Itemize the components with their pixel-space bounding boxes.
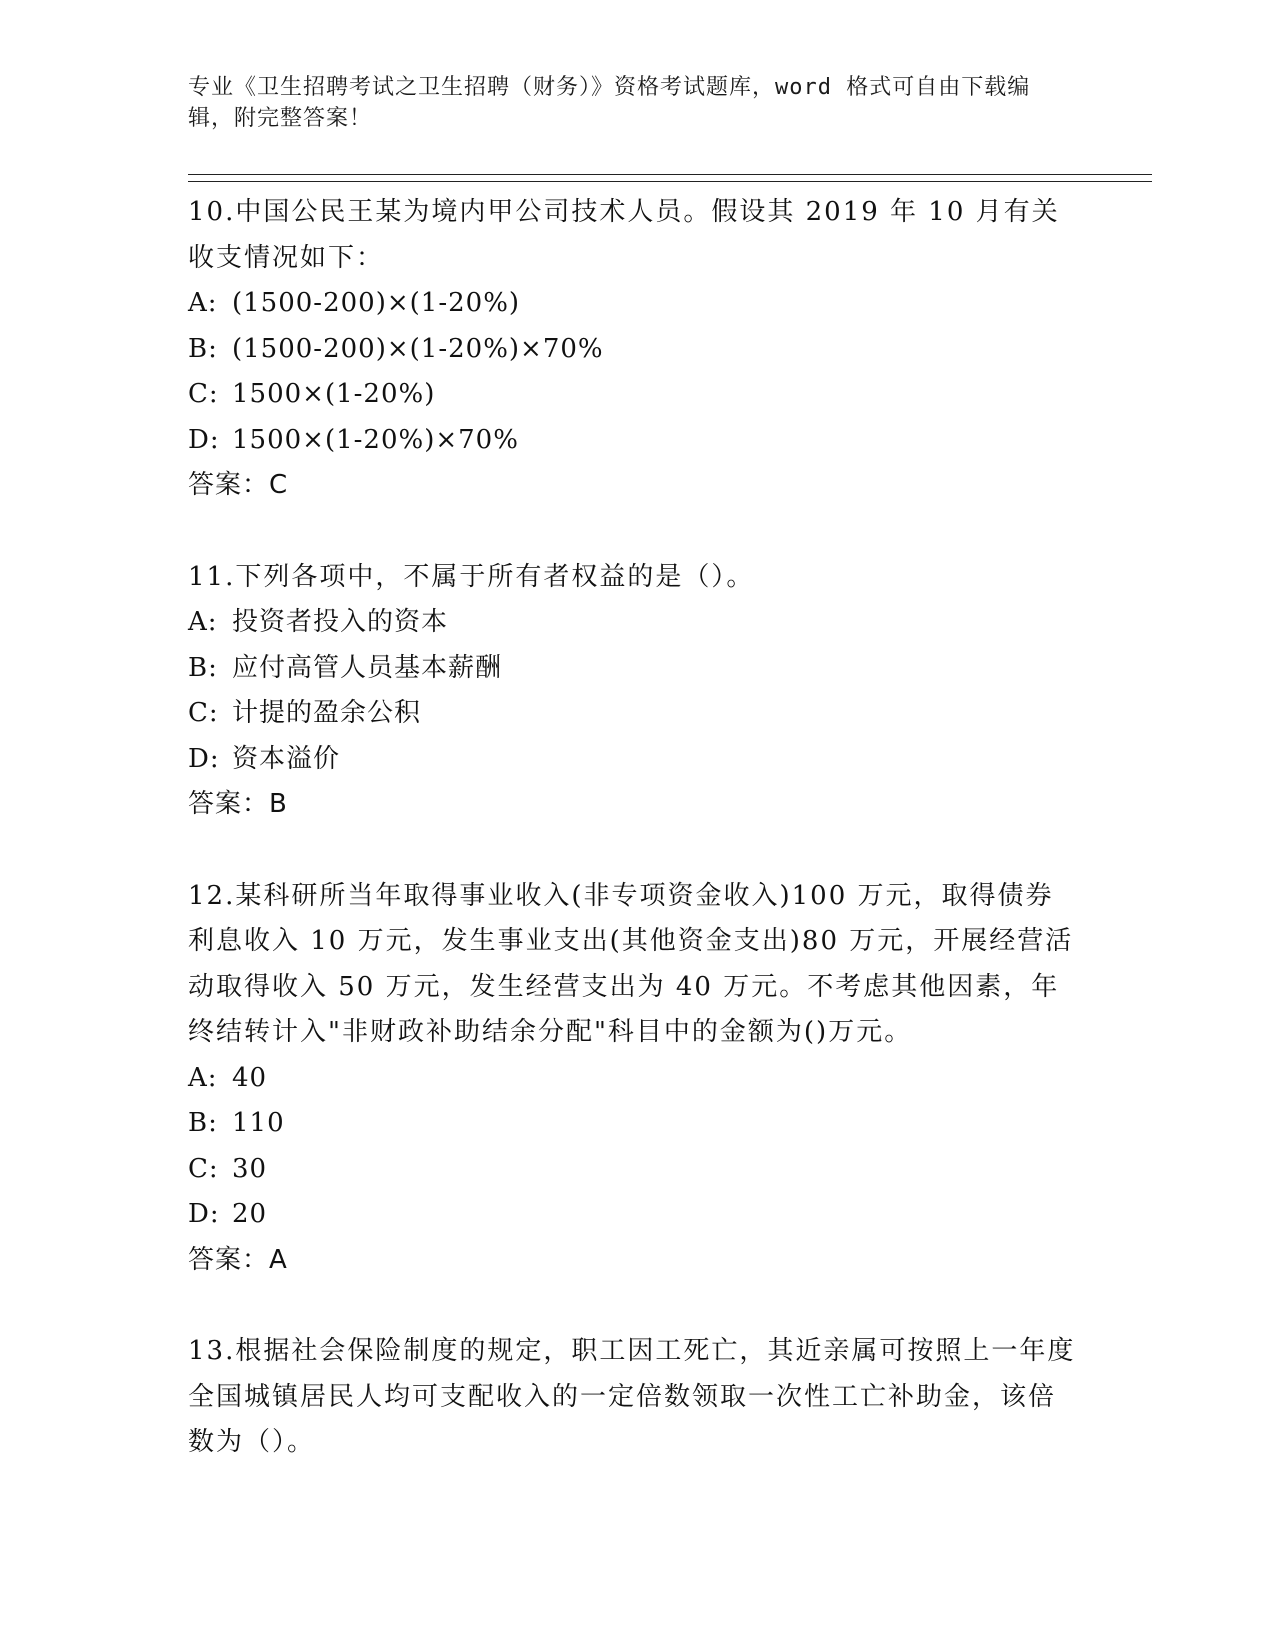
option-d [188, 737, 1078, 783]
option-text: 30 [232, 1153, 268, 1184]
option-a [188, 600, 1078, 646]
question-text: 10.中国公民王某为境内甲公司技术人员。假设其 2019 年 10 月有关收支情况如下： [188, 197, 1060, 273]
option-text: 110 [232, 1108, 285, 1138]
document-header [188, 72, 1068, 134]
header-text: 专业《卫生招聘考试之卫生招聘（财务）》资格考试题库，word 格式可自由下载编辑，附完整答案！ [188, 75, 1031, 131]
option-text: 20 [232, 1199, 268, 1229]
option-text: 1500×(1-20%) [232, 379, 436, 409]
option-label: A: [188, 288, 218, 318]
question-11 [188, 555, 1078, 828]
option-label: C: [188, 379, 219, 409]
option-b [188, 1101, 1078, 1147]
question-text: 13.根据社会保险制度的规定，职工因工死亡，其近亲属可按照上一年度全国城镇居民人均可支配收入的一定倍数领取一次性工亡补助金，该倍数为（）。 [188, 1336, 1076, 1457]
option-c [188, 372, 1078, 418]
option-d [188, 1192, 1078, 1238]
option-text: 1500×(1-20%)×70% [232, 424, 519, 455]
option-text: (1500-200)×(1-20%)×70% [232, 333, 604, 364]
option-text: 40 [232, 1062, 268, 1093]
option-c [188, 1147, 1078, 1193]
answer-line: 答案：A [188, 1244, 288, 1275]
option-label: B: [188, 333, 218, 364]
answer-line: 答案：C [188, 470, 289, 500]
option-label: C: [188, 698, 219, 728]
option-text: 投资者投入的资本 [232, 607, 449, 637]
header-divider-bottom [188, 181, 1152, 182]
option-label: A: [188, 1062, 218, 1093]
option-label: C: [188, 1153, 219, 1184]
option-label: D: [188, 1199, 220, 1229]
question-12 [188, 874, 1078, 1284]
option-label: D: [188, 424, 220, 455]
option-text: (1500-200)×(1-20%) [232, 288, 521, 318]
question-text: 11.下列各项中，不属于所有者权益的是（）。 [188, 561, 755, 592]
answer-line: 答案：B [188, 789, 288, 819]
option-b [188, 646, 1078, 692]
question-10 [188, 190, 1078, 509]
option-label: D: [188, 743, 220, 774]
option-label: B: [188, 652, 218, 683]
option-text: 应付高管人员基本薪酬 [232, 652, 503, 683]
header-divider-top [188, 174, 1152, 175]
option-label: B: [188, 1108, 218, 1138]
question-list [188, 190, 1078, 1466]
question-text: 12.某科研所当年取得事业收入(非专项资金收入)100 万元，取得债券利息收入 10 万元，发生事业支出(其他资金支出)80 万元，开展经营活动取得收入 50 万元，发生经营支出为 40 万元。不考虑其他因素，年终结转计入"非财政补助结余分配"科目中的金额为()万元。 [188, 880, 1074, 1047]
option-label: A: [188, 607, 218, 637]
option-a [188, 1056, 1078, 1102]
option-c [188, 691, 1078, 737]
option-text: 计提的盈余公积 [232, 698, 422, 728]
option-text: 资本溢价 [232, 743, 341, 774]
option-a [188, 281, 1078, 327]
option-d [188, 418, 1078, 464]
option-b [188, 327, 1078, 373]
question-13 [188, 1329, 1078, 1466]
